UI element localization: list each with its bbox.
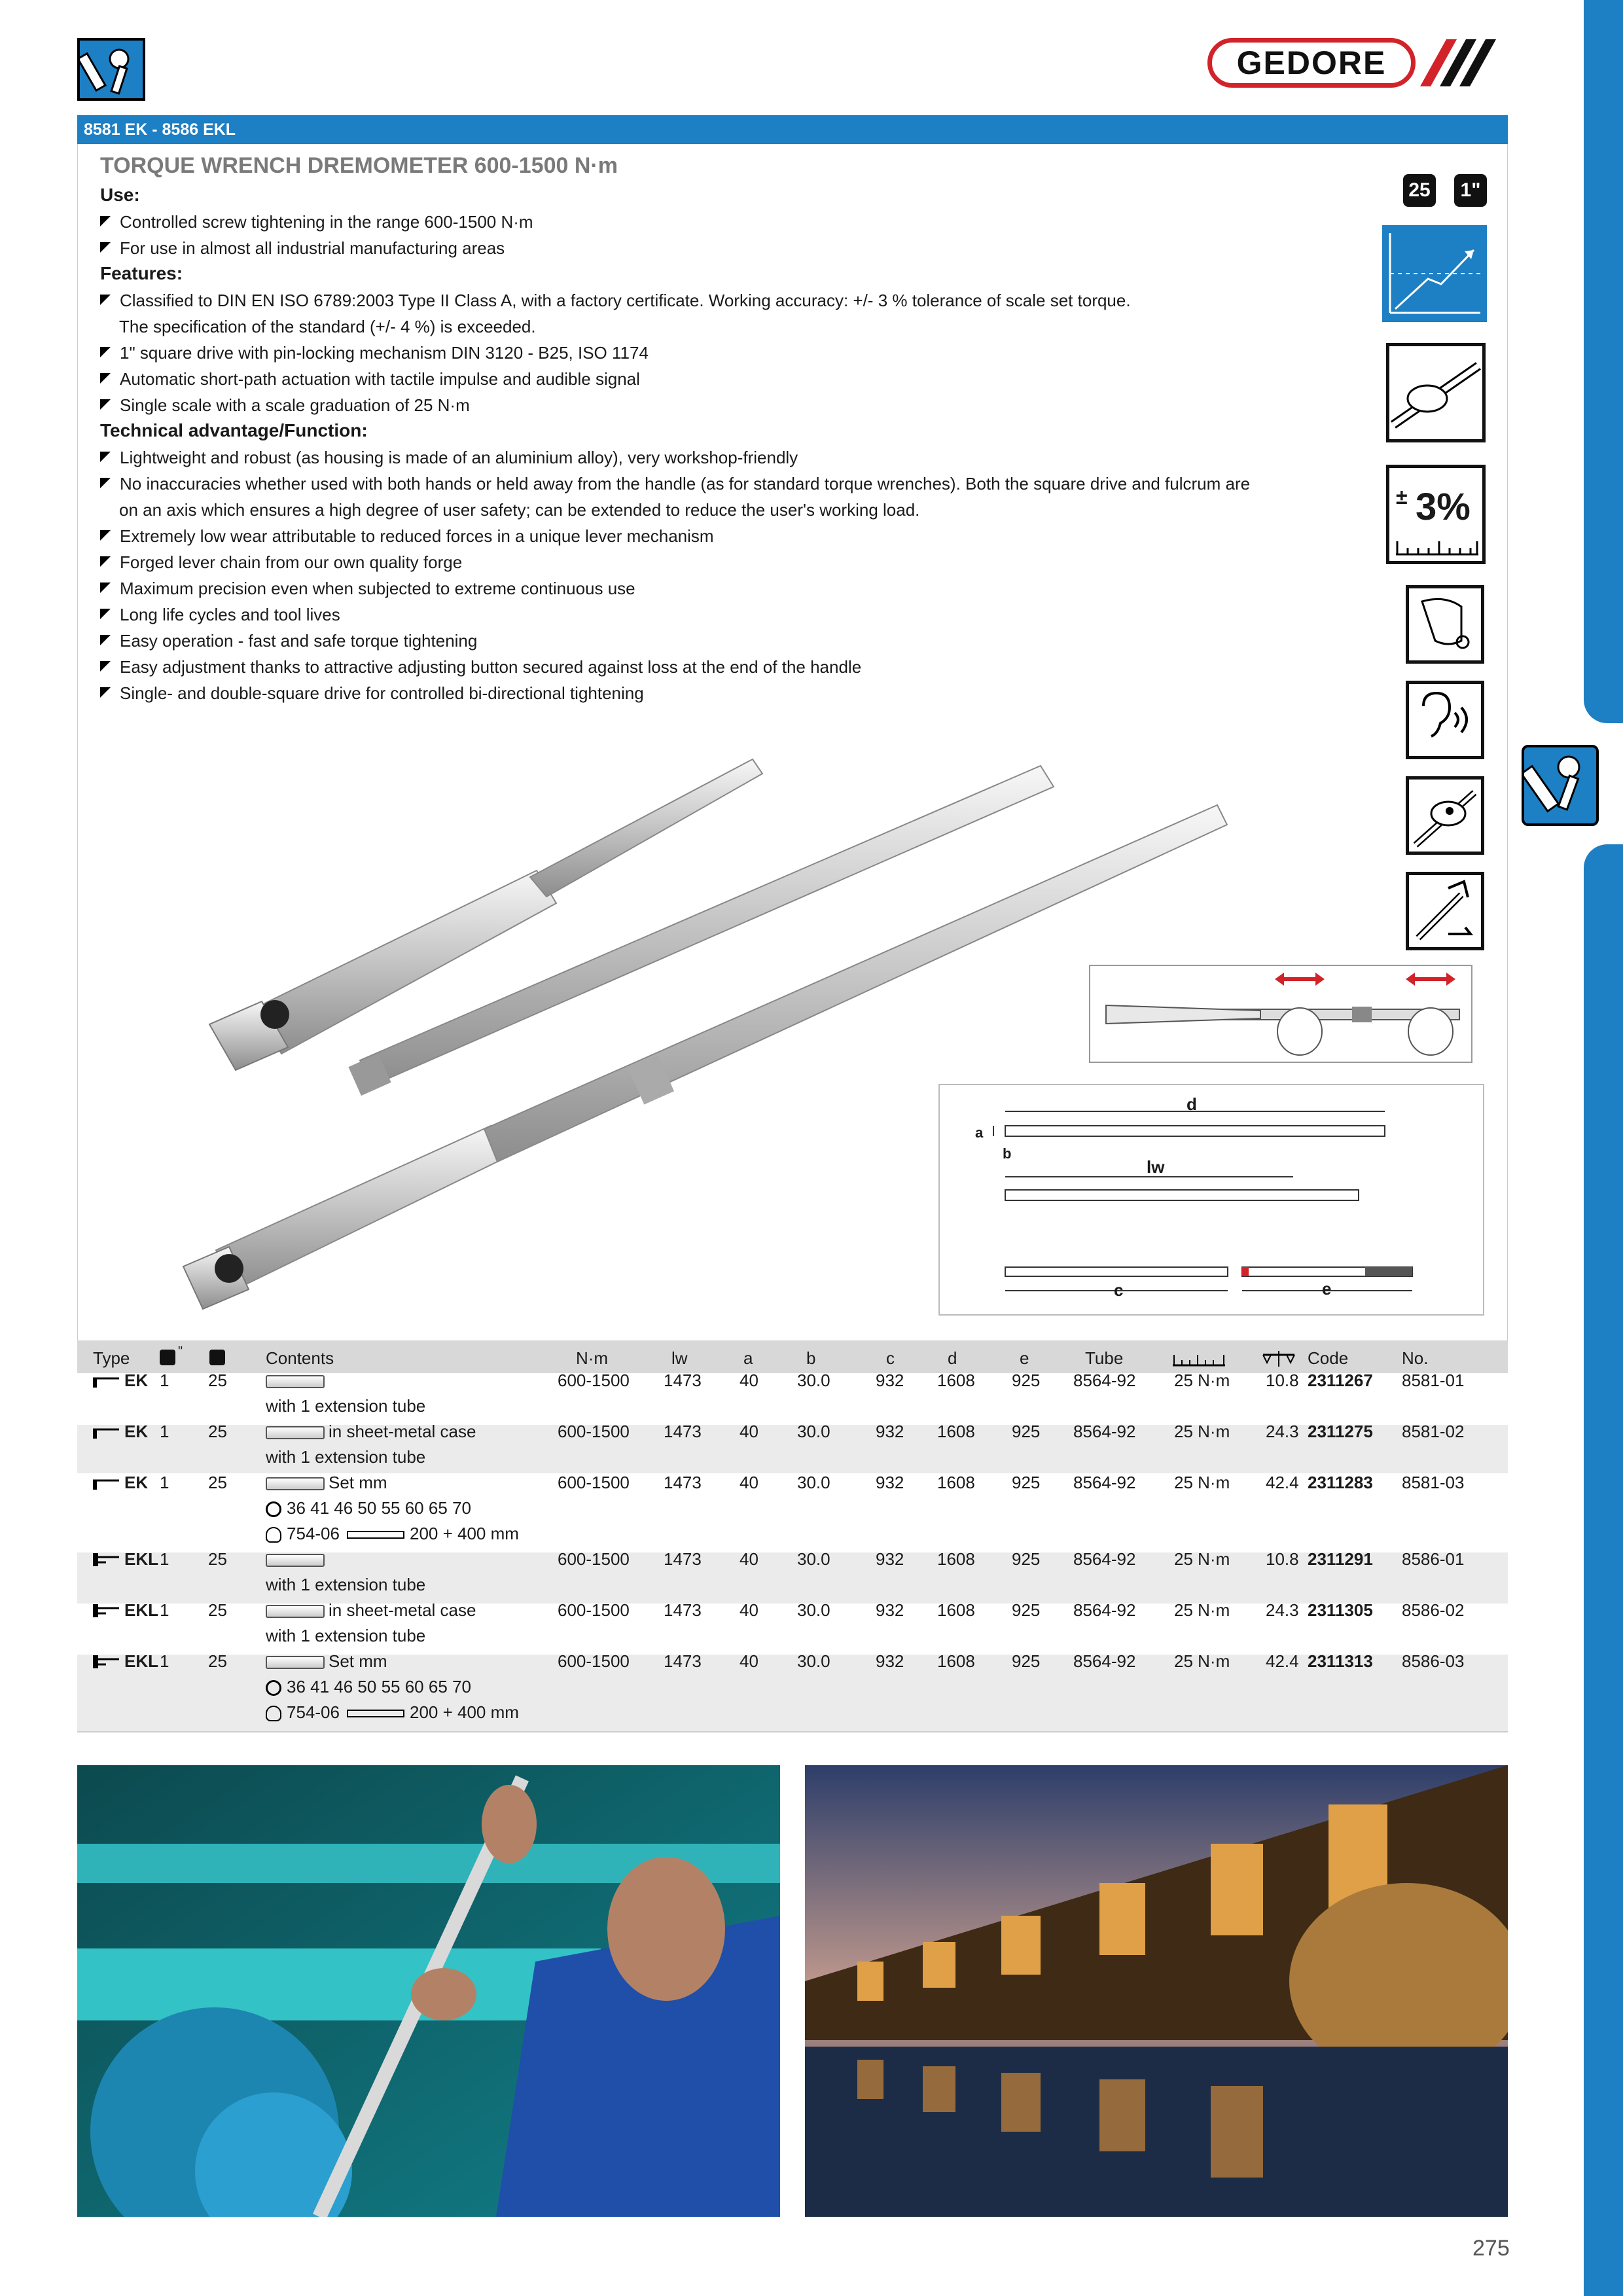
bullet-arrow-icon bbox=[100, 347, 111, 357]
table-cell-grad: 25 N·m bbox=[1174, 1473, 1230, 1492]
product-pictogram-icon bbox=[266, 1554, 325, 1567]
table-cell-code: 2311283 bbox=[1308, 1473, 1373, 1492]
table-cell-a: 40 bbox=[740, 1371, 758, 1390]
single-square-drive-icon bbox=[92, 1475, 120, 1491]
col-code: Code bbox=[1308, 1348, 1349, 1368]
dim-label-b: b bbox=[1003, 1145, 1012, 1162]
col-no: No. bbox=[1402, 1348, 1429, 1368]
table-cell-c: 932 bbox=[876, 1422, 904, 1441]
table-cell-contents: in sheet-metal case bbox=[266, 1599, 476, 1621]
table-cell-a: 40 bbox=[740, 1600, 758, 1620]
table-cell-nm: 600-1500 bbox=[558, 1549, 630, 1569]
col-c: c bbox=[886, 1348, 895, 1368]
features-heading: Features: bbox=[100, 263, 183, 283]
double-square-drive-icon bbox=[92, 1552, 120, 1568]
table-cell-no: 8581-03 bbox=[1402, 1473, 1465, 1492]
technical-item: Easy operation - fast and safe torque tightening bbox=[100, 630, 477, 652]
feature-item: Automatic short-path actuation with tactile impulse and audible signal bbox=[100, 368, 640, 390]
table-cell-contents: 754-06 bbox=[266, 1701, 340, 1723]
bullet-arrow-icon bbox=[100, 556, 111, 567]
application-photo-dam bbox=[805, 1765, 1508, 2217]
double-square-drive-icon bbox=[92, 1603, 120, 1619]
table-cell-grad: 25 N·m bbox=[1174, 1651, 1230, 1671]
table-cell-contents bbox=[266, 1369, 329, 1391]
table-cell-e: 925 bbox=[1012, 1371, 1041, 1390]
certificate-icon bbox=[1406, 585, 1484, 664]
table-cell-d: 1608 bbox=[937, 1651, 975, 1671]
bullet-arrow-icon bbox=[100, 661, 111, 672]
table-cell-drive: 1 bbox=[160, 1549, 169, 1569]
dim-label-lw: lw bbox=[1147, 1157, 1165, 1177]
table-cell-nm: 600-1500 bbox=[558, 1422, 630, 1441]
product-pictogram-icon bbox=[266, 1426, 325, 1439]
technical-item: No inaccuracies whether used with both hands or held away from the handle (as for standard torque wrenches). Both the square drive and fulcrum are bbox=[100, 473, 1250, 495]
technical-item: Extremely low wear attributable to reduced forces in a unique lever mechanism bbox=[100, 525, 714, 547]
table-cell-tube: 8564-92 bbox=[1073, 1422, 1136, 1441]
drive-badge: 1" bbox=[1454, 174, 1487, 207]
table-cell-kg: 42.4 bbox=[1266, 1651, 1299, 1671]
table-cell-d: 1608 bbox=[937, 1473, 975, 1492]
product-pictogram-icon bbox=[266, 1605, 325, 1618]
table-cell-no: 8581-02 bbox=[1402, 1422, 1465, 1441]
table-cell-nm: 600-1500 bbox=[558, 1371, 630, 1390]
application-photo-pipeline bbox=[77, 1765, 780, 2217]
table-cell-nm: 600-1500 bbox=[558, 1600, 630, 1620]
table-cell-a: 40 bbox=[740, 1651, 758, 1671]
table-cell-grad: 25 N·m bbox=[1174, 1422, 1230, 1441]
table-cell-type: EK bbox=[124, 1371, 149, 1390]
use-heading: Use: bbox=[100, 185, 140, 205]
ratchet-icon bbox=[266, 1706, 281, 1721]
table-cell-type: EKL bbox=[124, 1600, 158, 1620]
table-cell-contents: with 1 extension tube bbox=[266, 1575, 426, 1594]
table-cell-lw: 1473 bbox=[664, 1371, 702, 1390]
technical-item: Maximum precision even when subjected to extreme continuous use bbox=[100, 577, 635, 600]
table-cell-lw: 1473 bbox=[664, 1422, 702, 1441]
table-cell-code: 2311291 bbox=[1308, 1549, 1373, 1569]
technical-item-continuation: on an axis which ensures a high degree of user safety; can be extended to reduce the user's working load. bbox=[119, 500, 920, 520]
use-item: For use in almost all industrial manufacturing areas bbox=[100, 237, 505, 259]
table-cell-e: 925 bbox=[1012, 1473, 1041, 1492]
table-cell-drive: 1 bbox=[160, 1371, 169, 1390]
table-cell-d: 1608 bbox=[937, 1600, 975, 1620]
table-cell-size: 25 bbox=[208, 1651, 227, 1671]
table-cell-d: 1608 bbox=[937, 1549, 975, 1569]
bullet-arrow-icon bbox=[100, 609, 111, 619]
table-cell-contents: Set mm bbox=[266, 1471, 387, 1494]
col-tube: Tube bbox=[1085, 1348, 1124, 1368]
table-cell-no: 8586-02 bbox=[1402, 1600, 1465, 1620]
product-pictogram-icon bbox=[266, 1656, 325, 1669]
table-cell-drive: 1 bbox=[160, 1422, 169, 1441]
table-cell-tube: 8564-92 bbox=[1073, 1600, 1136, 1620]
table-cell-c: 932 bbox=[876, 1600, 904, 1620]
table-cell-d: 1608 bbox=[937, 1422, 975, 1441]
use-item: Controlled screw tightening in the range 600-1500 N·m bbox=[100, 211, 533, 233]
side-tab-bar-top bbox=[1584, 0, 1623, 723]
table-cell-code: 2311305 bbox=[1308, 1600, 1373, 1620]
table-cell-e: 925 bbox=[1012, 1422, 1041, 1441]
col-lw: lw bbox=[671, 1348, 688, 1368]
table-cell-grad: 25 N·m bbox=[1174, 1549, 1230, 1569]
table-cell-c: 932 bbox=[876, 1473, 904, 1492]
bullet-arrow-icon bbox=[100, 635, 111, 645]
table-cell-contents: 754-06 bbox=[266, 1522, 340, 1545]
socket-ring-icon bbox=[266, 1501, 281, 1517]
col-e: e bbox=[1020, 1348, 1029, 1368]
table-cell-no: 8586-03 bbox=[1402, 1651, 1465, 1671]
tactile-click-icon bbox=[1406, 776, 1484, 855]
torque-tool-category-icon bbox=[77, 38, 145, 101]
dim-label-e: e bbox=[1322, 1279, 1332, 1299]
table-cell-code: 2311275 bbox=[1308, 1422, 1373, 1441]
feature-item: 1" square drive with pin-locking mechanism DIN 3120 - B25, ISO 1174 bbox=[100, 342, 649, 364]
technical-item: Lightweight and robust (as housing is made of an aluminium alloy), very workshop-friendly bbox=[100, 446, 798, 469]
table-cell-b: 30.0 bbox=[797, 1549, 830, 1569]
table-cell-b: 30.0 bbox=[797, 1600, 830, 1620]
table-cell-drive: 1 bbox=[160, 1473, 169, 1492]
table-cell-kg: 10.8 bbox=[1266, 1549, 1299, 1569]
side-tab-bar-bottom bbox=[1584, 844, 1623, 2296]
dim-label-a: a bbox=[975, 1124, 984, 1141]
technical-item: Long life cycles and tool lives bbox=[100, 603, 340, 626]
table-cell-tube: 8564-92 bbox=[1073, 1549, 1136, 1569]
table-cell-contents: with 1 extension tube bbox=[266, 1447, 426, 1467]
table-cell-kg: 24.3 bbox=[1266, 1422, 1299, 1441]
table-cell-c: 932 bbox=[876, 1371, 904, 1390]
dim-label-d: d bbox=[1186, 1094, 1197, 1114]
table-cell-contents: 200 + 400 mm bbox=[347, 1701, 519, 1723]
bullet-arrow-icon bbox=[100, 530, 111, 541]
technical-item: Forged lever chain from our own quality forge bbox=[100, 551, 462, 573]
bullet-arrow-icon bbox=[100, 399, 111, 410]
accuracy-scale-icon bbox=[1386, 465, 1486, 564]
socket-ring-icon bbox=[266, 1680, 281, 1696]
table-cell-d: 1608 bbox=[937, 1371, 975, 1390]
table-cell-contents: 36 41 46 50 55 60 65 70 bbox=[266, 1676, 471, 1698]
table-cell-b: 30.0 bbox=[797, 1473, 830, 1492]
hand-grip-icon bbox=[1386, 343, 1486, 442]
table-cell-size: 25 bbox=[208, 1473, 227, 1492]
table-cell-kg: 10.8 bbox=[1266, 1371, 1299, 1390]
dim-label-c: c bbox=[1114, 1280, 1124, 1300]
extension-bar-icon bbox=[347, 1710, 404, 1717]
table-cell-kg: 42.4 bbox=[1266, 1473, 1299, 1492]
col-drive-inch: " bbox=[178, 1344, 183, 1359]
table-cell-tube: 8564-92 bbox=[1073, 1473, 1136, 1492]
table-cell-tube: 8564-92 bbox=[1073, 1371, 1136, 1390]
bullet-arrow-icon bbox=[100, 373, 111, 384]
ratchet-icon bbox=[266, 1527, 281, 1543]
page-number: 275 bbox=[1472, 2236, 1510, 2261]
bullet-arrow-icon bbox=[100, 242, 111, 253]
weight-kg-icon bbox=[1260, 1348, 1297, 1368]
table-bottom-rule bbox=[77, 1731, 1508, 1732]
table-cell-no: 8581-01 bbox=[1402, 1371, 1465, 1390]
table-cell-c: 932 bbox=[876, 1651, 904, 1671]
table-cell-contents: 36 41 46 50 55 60 65 70 bbox=[266, 1497, 471, 1519]
table-cell-contents: with 1 extension tube bbox=[266, 1396, 426, 1416]
feature-item: Classified to DIN EN ISO 6789:2003 Type II Class A, with a factory certificate. Working accuracy: +/- 3 % tolerance of scale set torque. bbox=[100, 289, 1131, 312]
logo-stripes-icon bbox=[1420, 39, 1502, 86]
table-cell-b: 30.0 bbox=[797, 1651, 830, 1671]
col-contents: Contents bbox=[266, 1348, 334, 1368]
double-square-drive-icon bbox=[92, 1654, 120, 1670]
table-cell-lw: 1473 bbox=[664, 1473, 702, 1492]
table-cell-code: 2311267 bbox=[1308, 1371, 1373, 1390]
bullet-arrow-icon bbox=[100, 687, 111, 698]
table-cell-type: EK bbox=[124, 1422, 149, 1441]
plus-minus-icon: ± bbox=[1396, 485, 1408, 509]
table-cell-lw: 1473 bbox=[664, 1549, 702, 1569]
bullet-arrow-icon bbox=[100, 478, 111, 488]
table-cell-type: EK bbox=[124, 1473, 149, 1492]
size-badge: 25 bbox=[1403, 174, 1436, 207]
table-cell-contents: in sheet-metal case bbox=[266, 1420, 476, 1443]
table-cell-contents: Set mm bbox=[266, 1650, 387, 1672]
product-pictogram-icon bbox=[266, 1477, 325, 1490]
technical-item: Single- and double-square drive for controlled bi-directional tightening bbox=[100, 682, 644, 704]
product-title: TORQUE WRENCH DREMOMETER 600-1500 N·m bbox=[100, 153, 618, 178]
table-cell-size: 25 bbox=[208, 1371, 227, 1390]
logo-text: GEDORE bbox=[1236, 45, 1387, 81]
bidirectional-icon bbox=[1406, 872, 1484, 950]
feature-item: Single scale with a scale graduation of 25 N·m bbox=[100, 394, 470, 416]
table-cell-e: 925 bbox=[1012, 1600, 1041, 1620]
technical-item: Easy adjustment thanks to attractive adjusting button secured against loss at the end of the handle bbox=[100, 656, 861, 678]
extension-bar-icon bbox=[347, 1531, 404, 1539]
bullet-arrow-icon bbox=[100, 583, 111, 593]
table-cell-e: 925 bbox=[1012, 1651, 1041, 1671]
table-cell-size: 25 bbox=[208, 1549, 227, 1569]
col-type: Type bbox=[93, 1348, 130, 1368]
table-cell-c: 932 bbox=[876, 1549, 904, 1569]
col-d: d bbox=[948, 1348, 957, 1368]
bullet-arrow-icon bbox=[100, 216, 111, 226]
table-cell-nm: 600-1500 bbox=[558, 1473, 630, 1492]
torque-graph-icon bbox=[1382, 225, 1487, 322]
scale-graduation-icon bbox=[1171, 1352, 1226, 1367]
table-cell-tube: 8564-92 bbox=[1073, 1651, 1136, 1671]
gedore-logo bbox=[1207, 38, 1502, 88]
table-cell-code: 2311313 bbox=[1308, 1651, 1373, 1671]
col-nm: N·m bbox=[576, 1348, 609, 1368]
table-cell-size: 25 bbox=[208, 1600, 227, 1620]
table-cell-type: EKL bbox=[124, 1549, 158, 1569]
table-cell-b: 30.0 bbox=[797, 1422, 830, 1441]
table-cell-type: EKL bbox=[124, 1651, 158, 1671]
table-cell-grad: 25 N·m bbox=[1174, 1600, 1230, 1620]
table-cell-e: 925 bbox=[1012, 1549, 1041, 1569]
table-cell-kg: 24.3 bbox=[1266, 1600, 1299, 1620]
feature-item-continuation: The specification of the standard (+/- 4 %) is exceeded. bbox=[119, 317, 536, 336]
table-cell-drive: 1 bbox=[160, 1651, 169, 1671]
square-size-icon bbox=[209, 1350, 225, 1365]
dimension-diagram bbox=[938, 1084, 1484, 1316]
bullet-arrow-icon bbox=[100, 452, 111, 462]
table-cell-drive: 1 bbox=[160, 1600, 169, 1620]
audible-signal-icon bbox=[1406, 681, 1484, 759]
table-cell-size: 25 bbox=[208, 1422, 227, 1441]
table-cell-contents: with 1 extension tube bbox=[266, 1626, 426, 1645]
bullet-arrow-icon bbox=[100, 295, 111, 305]
table-cell-contents: 200 + 400 mm bbox=[347, 1522, 519, 1545]
table-cell-lw: 1473 bbox=[664, 1600, 702, 1620]
table-cell-grad: 25 N·m bbox=[1174, 1371, 1230, 1390]
single-square-drive-icon bbox=[92, 1424, 120, 1440]
chapter-tab-icon[interactable] bbox=[1522, 745, 1599, 826]
table-cell-nm: 600-1500 bbox=[558, 1651, 630, 1671]
product-pictogram-icon bbox=[266, 1375, 325, 1388]
table-cell-lw: 1473 bbox=[664, 1651, 702, 1671]
single-square-drive-icon bbox=[92, 1373, 120, 1389]
accuracy-text: 3% bbox=[1416, 486, 1471, 528]
table-cell-a: 40 bbox=[740, 1422, 758, 1441]
product-range-header: 8581 EK - 8586 EKL bbox=[77, 115, 1508, 144]
table-cell-a: 40 bbox=[740, 1549, 758, 1569]
col-b: b bbox=[806, 1348, 816, 1368]
table-cell-contents bbox=[266, 1548, 329, 1570]
technical-heading: Technical advantage/Function: bbox=[100, 420, 368, 440]
table-cell-b: 30.0 bbox=[797, 1371, 830, 1390]
table-cell-no: 8586-01 bbox=[1402, 1549, 1465, 1569]
table-cell-a: 40 bbox=[740, 1473, 758, 1492]
col-a: a bbox=[743, 1348, 753, 1368]
square-drive-icon bbox=[160, 1350, 175, 1365]
